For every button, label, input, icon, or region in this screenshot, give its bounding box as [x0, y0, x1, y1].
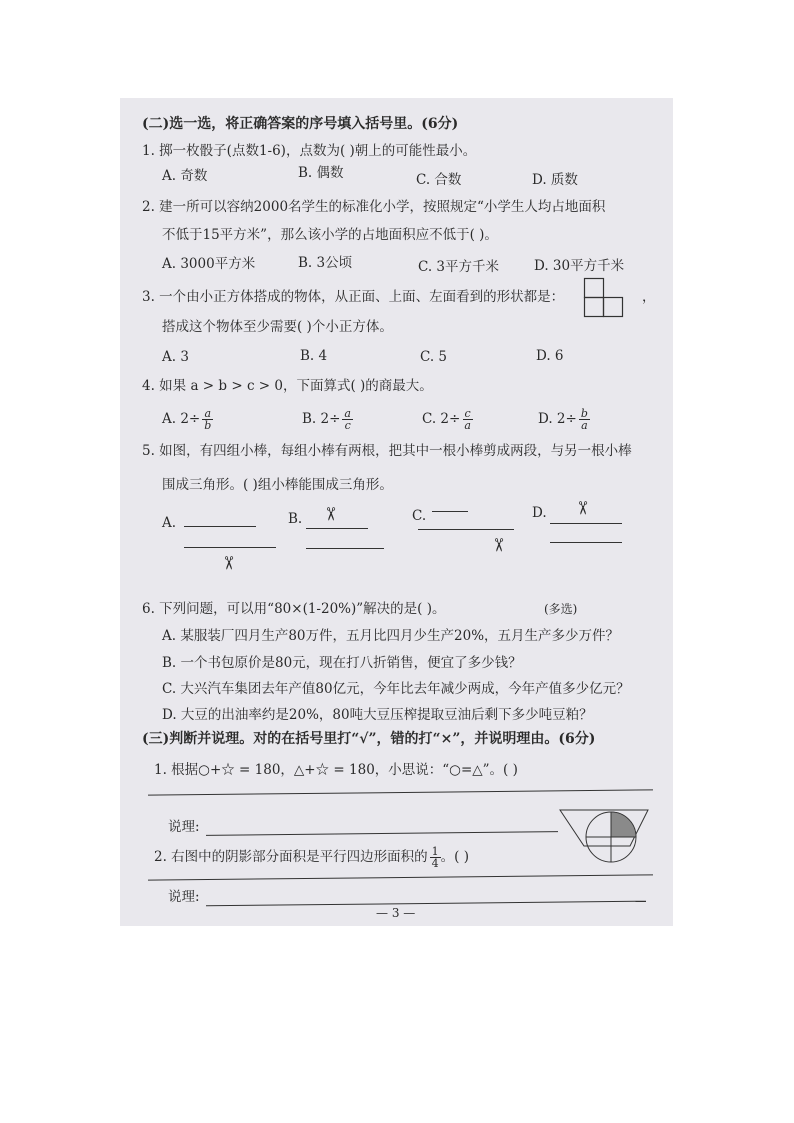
q4-option-b-label: B. 2÷ [302, 411, 341, 427]
q1-option-c: C. 合数 [416, 172, 462, 188]
q4-option-a [162, 408, 213, 431]
page-number: — 3 — [376, 906, 416, 920]
fraction-numerator: a [204, 407, 212, 420]
q6-option-d: D. 大豆的出油率约是20%，80吨大豆压榨提取豆油后剩下多少吨豆粕？ [162, 707, 593, 723]
s3-question-2-answer-line [206, 901, 646, 907]
fraction-denominator: a [581, 419, 588, 432]
q3-option-a: A. 3 [162, 349, 189, 365]
q6-option-b: B. 一个书包原价是80元，现在打八折销售，便宜了多少钱？ [162, 655, 522, 671]
q4-option-a-label: A. 2÷ [162, 411, 201, 427]
fraction-denominator: a [464, 419, 471, 432]
scissors-icon: ✂ [319, 506, 341, 522]
q5-group-c-stick-1 [432, 511, 468, 512]
q5-group-c-label: C. [412, 508, 427, 524]
parallelogram-circle-figure [560, 806, 660, 862]
q6-option-c: C. 大兴汽车集团去年产值80亿元，今年比去年减少两成，今年产值多少亿元？ [162, 681, 630, 697]
section-3-heading: (三)判断并说理。对的在括号里打“√”，错的打“×”，并说明理由。(6分) [142, 731, 596, 747]
q5-group-b-stick-1 [306, 528, 368, 529]
q5-group-a-stick-2 [184, 547, 276, 548]
scissors-icon: ✂ [487, 537, 509, 553]
s3-question-1-answer-line [206, 831, 558, 836]
q3-option-c: C. 5 [420, 349, 448, 365]
q1-option-b: B. 偶数 [298, 165, 344, 181]
q2-option-d: D. 30平方千米 [534, 258, 625, 274]
q5-group-a-label: A. [162, 515, 177, 531]
question-2-line-1: 2. 建一所可以容纳2000名学生的标准化小学，按照规定“小学生人均占地面积 [142, 199, 606, 215]
fraction-denominator: b [204, 419, 212, 432]
question-3-line-1: 3. 一个由小正方体搭成的物体，从正面、上面、左面看到的形状都是： [142, 289, 565, 305]
q2-option-a: A. 3000平方米 [162, 256, 256, 272]
q1-option-a: A. 奇数 [162, 168, 208, 184]
q3-option-d: D. 6 [536, 348, 564, 364]
s3-question-1-stem: 1. 根据○+☆ = 180，△+☆ = 180，小思说：“○=△”。( ) [154, 762, 518, 778]
q2-option-b: B. 3公顷 [298, 255, 353, 271]
worksheet-page [120, 98, 673, 926]
s3-question-1-reason-label: 说理: [168, 819, 200, 835]
s3-question-2-reason-label: 说理: [168, 889, 200, 905]
section-2-heading: (二)选一选，将正确答案的序号填入括号里。(6分) [142, 116, 459, 132]
q4-option-c-label: C. 2÷ [422, 411, 461, 427]
q5-group-a-stick-1 [184, 526, 256, 527]
q5-group-d-label: D. [532, 505, 547, 521]
s3-question-1-divider [148, 789, 653, 795]
question-3-line-1-tail: ， [642, 289, 656, 305]
question-2-line-2: 不低于15平方米”，那么该小学的占地面积应不低于( )。 [162, 227, 498, 243]
q5-group-b-label: B. [288, 511, 303, 527]
q4-option-a-fraction [202, 408, 213, 431]
q5-group-b-stick-2 [306, 548, 384, 549]
fraction-denominator: c [344, 419, 351, 432]
q4-option-c-fraction [462, 408, 473, 431]
question-3-line-2: 搭成这个物体至少需要( )个小正方体。 [162, 319, 393, 335]
question-5-line-2: 围成三角形。( )组小棒能围成三角形。 [162, 477, 393, 493]
q4-option-c [422, 408, 473, 431]
q3-option-b: B. 4 [300, 348, 328, 364]
question-6-note: (多选) [544, 602, 578, 616]
q5-group-d-stick-1 [550, 523, 622, 524]
s3-question-2-divider [148, 874, 653, 880]
fraction-denominator: 4 [431, 857, 439, 870]
q1-option-d: D. 质数 [532, 172, 578, 188]
q4-option-b-fraction [342, 408, 353, 431]
fraction-numerator: c [464, 407, 471, 420]
s3-question-2-stem-after: 。( ) [440, 849, 469, 865]
q5-group-c-stick-2 [418, 529, 514, 530]
question-1-stem: 1. 掷一枚骰子(点数1-6)，点数为( )朝上的可能性最小。 [142, 143, 477, 159]
q4-option-d [538, 408, 590, 431]
question-5-line-1: 5. 如图，有四组小棒，每组小棒有两根，把其中一根小棒剪成两段，与另一根小棒 [142, 443, 632, 459]
q2-option-c: C. 3平方千米 [418, 259, 500, 275]
question-4-stem: 4. 如果 a > b > c > 0，下面算式( )的商最大。 [142, 378, 433, 394]
s3-question-2-stem [154, 846, 469, 869]
q4-option-b [302, 408, 353, 431]
one-quarter-fraction [430, 846, 441, 869]
scissors-icon: ✂ [571, 500, 593, 516]
l-shape-view-icon [584, 278, 624, 318]
fraction-numerator: 1 [431, 845, 439, 858]
fraction-numerator: a [344, 407, 351, 420]
q6-option-a: A. 某服装厂四月生产80万件，五月比四月少生产20%，五月生产多少万件？ [162, 628, 620, 644]
q5-group-d-stick-2 [550, 542, 622, 543]
scissors-icon: ✂ [217, 555, 239, 571]
q4-option-d-fraction [579, 408, 590, 431]
question-6-stem: 6. 下列问题，可以用“80×(1-20%)”解决的是( )。 [142, 601, 446, 617]
q4-option-d-label: D. 2÷ [538, 411, 577, 427]
s3-question-2-stem-before: 2. 右图中的阴影部分面积是平行四边形面积的 [154, 849, 428, 865]
fraction-numerator: b [580, 407, 588, 420]
